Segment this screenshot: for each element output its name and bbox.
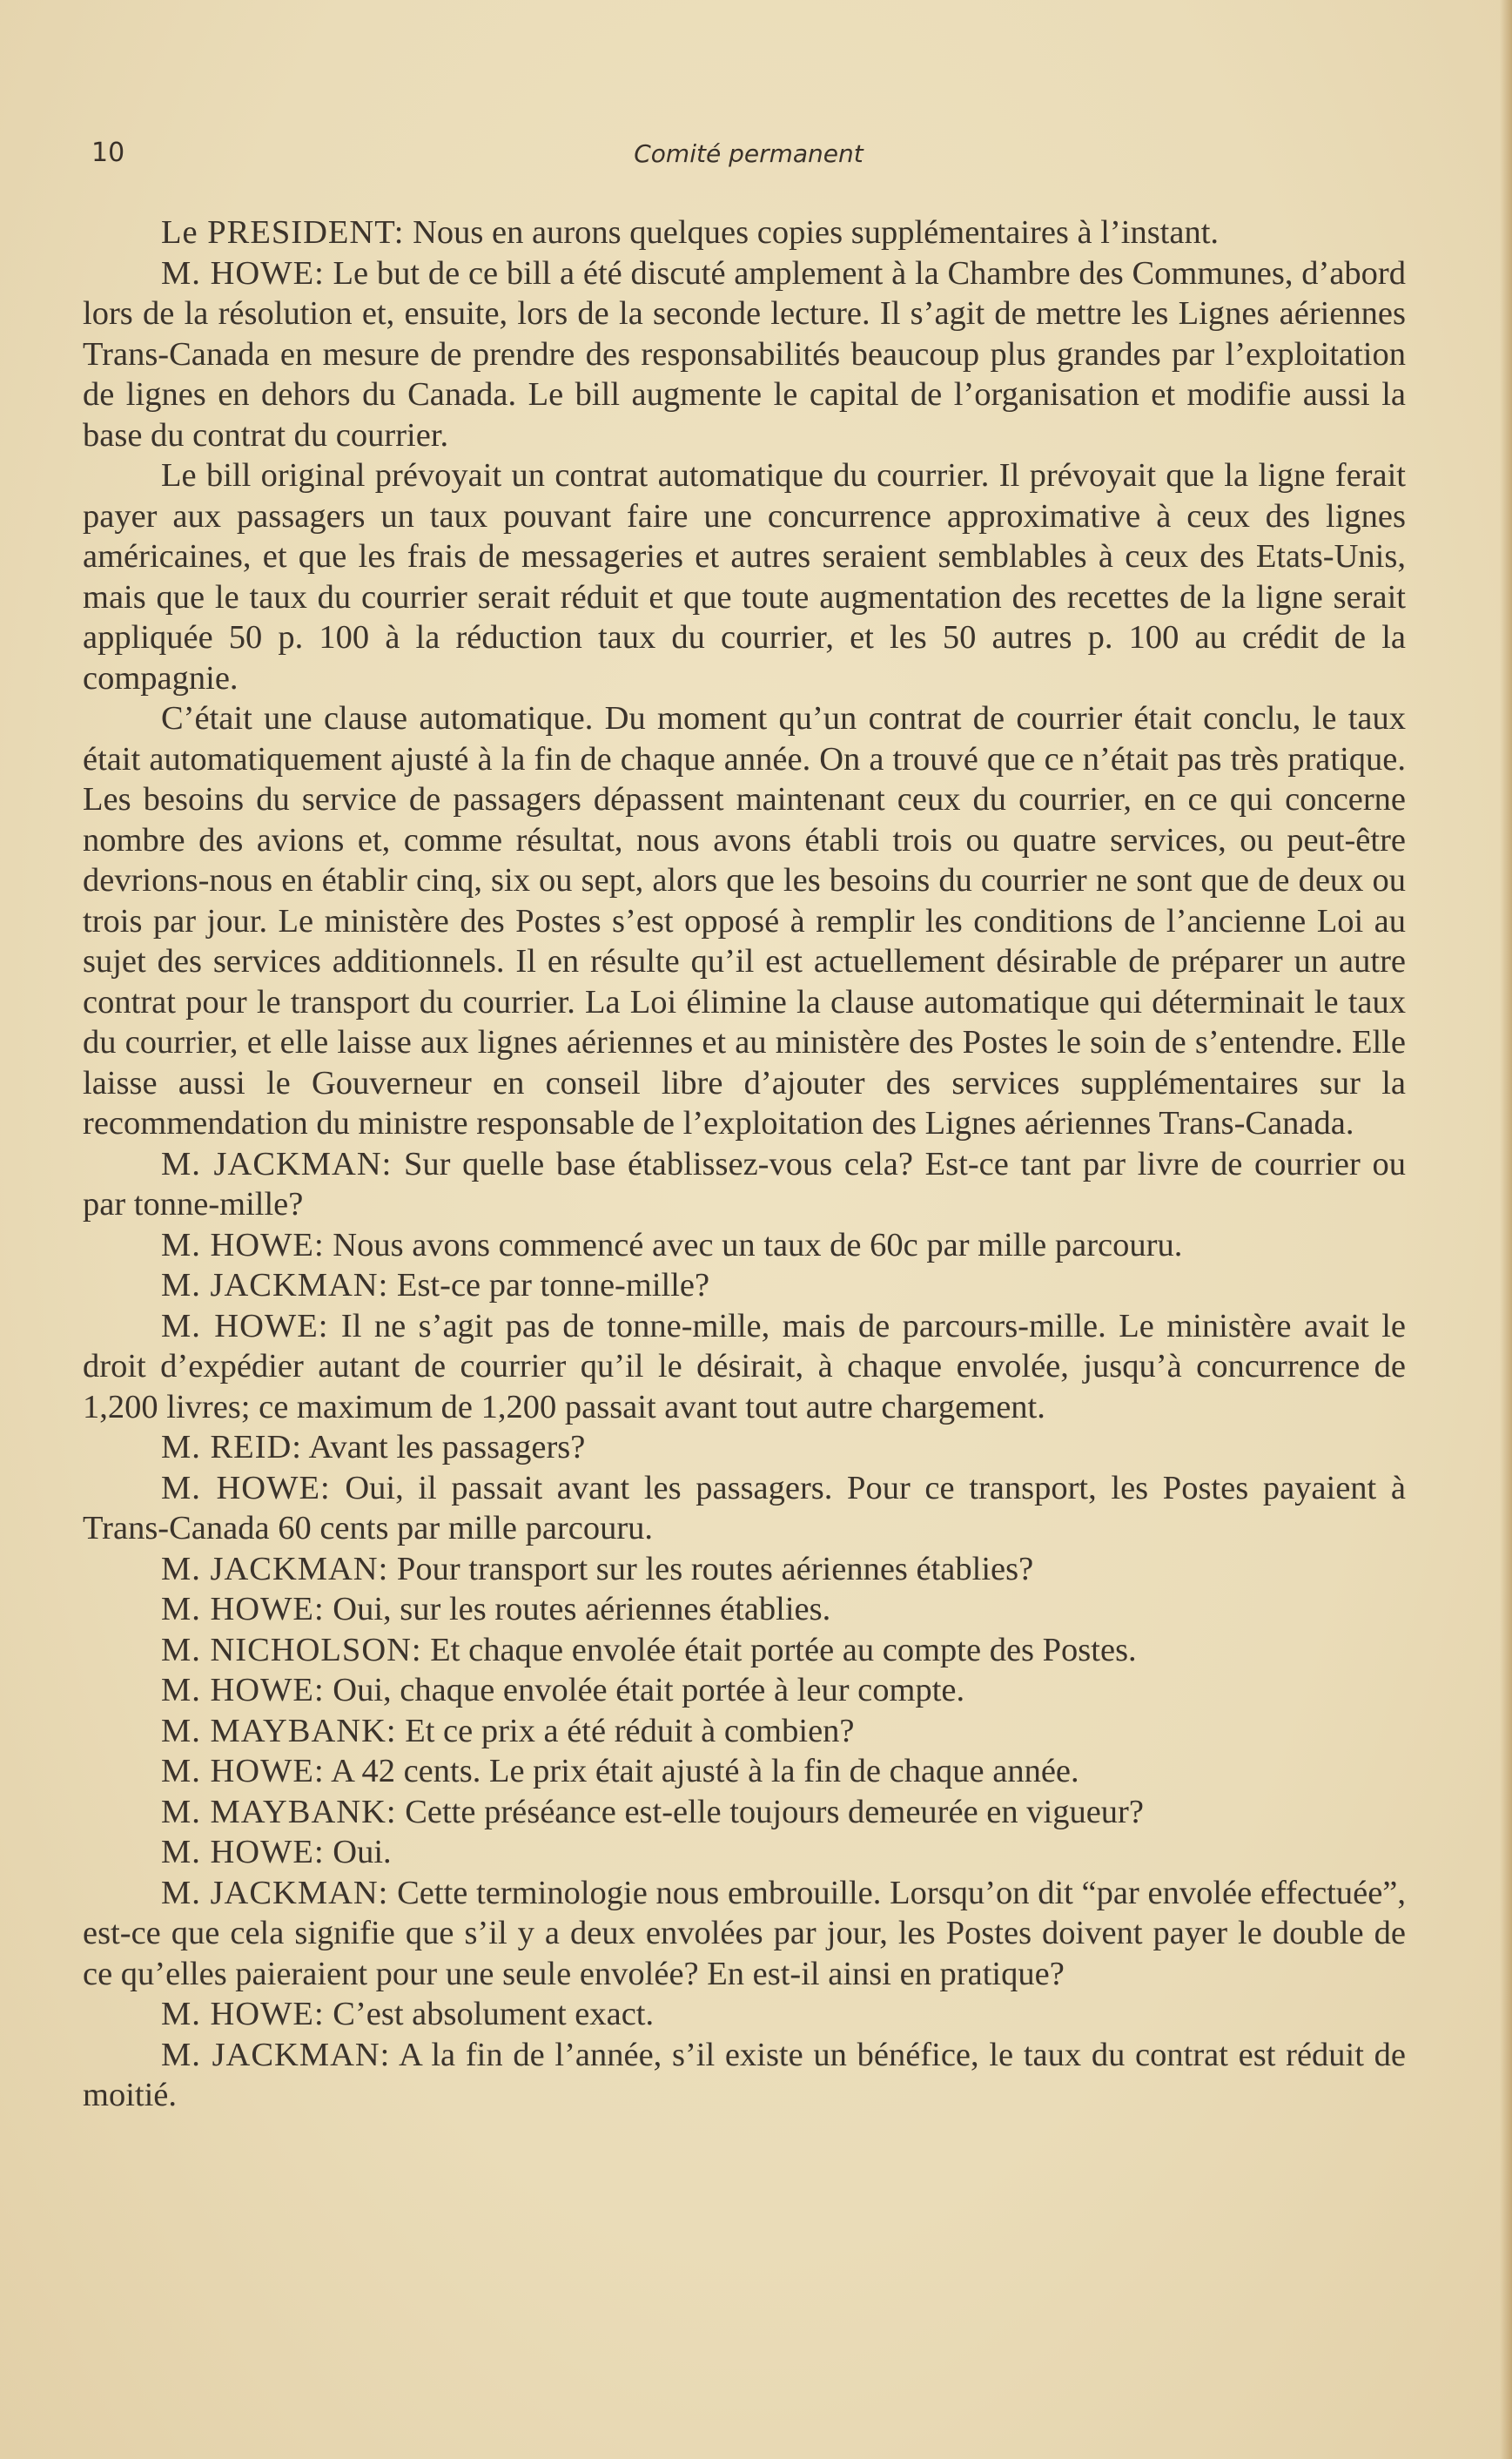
paragraph xyxy=(83,1589,1406,1630)
paragraph xyxy=(83,455,1406,698)
paragraph xyxy=(83,1751,1406,1792)
speaker-name: M. HOWE: xyxy=(161,254,325,292)
paragraph xyxy=(83,1468,1406,1549)
paragraph xyxy=(83,1873,1406,1995)
paragraph-text: Le bill original prévoyait un contrat automatique du courrier. Il prévoyait que la ligne ferait payer aux passagers un taux pouvant faire une concurrence approximative à ceux des lignes américaines, et que les frais de messageries et autres seraient semblables à ceux des Etats-Unis, mais que le taux du courrier serait réduit et que toute augmentation des recettes de la ligne serait appliquée 50 p. 100 à la réduction taux du courrier, et les 50 autres p. 100 au crédit de la compagnie. xyxy=(83,457,1406,697)
speaker-name: M. HOWE: xyxy=(161,1591,325,1627)
page-number: 10 xyxy=(91,138,125,168)
paragraph xyxy=(83,212,1406,253)
paragraph xyxy=(83,1549,1406,1590)
speaker-name: M. JACKMAN: xyxy=(161,1550,389,1587)
paragraph xyxy=(83,1711,1406,1752)
paragraph xyxy=(83,1792,1406,1833)
paragraph-text: Le but de ce bill a été discuté amplement à la Chambre des Communes, d’abord lors de la résolution et, ensuite, lors de la seconde lecture. Il s’agit de mettre les Lignes aériennes Trans-Canada en mesure de prendre des responsabilités beaucoup plus grandes par l’exploitation de lignes en dehors du Canada. Le bill augmente le capital de l’organisation et modifie aussi la base du contrat du courrier. xyxy=(83,254,1406,454)
paragraph xyxy=(83,253,1406,456)
paragraph-text: C’est absolument exact. xyxy=(324,1996,655,2032)
paragraph-text: Oui, chaque envolée était portée à leur compte. xyxy=(324,1672,965,1708)
running-title: Comité permanent xyxy=(634,139,864,168)
paragraph xyxy=(83,1427,1406,1468)
paragraph-text: Nous avons commencé avec un taux de 60c par mille parcouru. xyxy=(324,1226,1183,1263)
speaker-name: M. JACKMAN: xyxy=(161,1145,393,1182)
paragraph xyxy=(83,1994,1406,2035)
paragraph-text: A la fin de l’année, s’il existe un bénéfice, le taux du contrat est réduit de moitié. xyxy=(83,2036,1406,2113)
paragraph-text: Oui, sur les routes aériennes établies. xyxy=(324,1591,831,1627)
speaker-name: M. JACKMAN: xyxy=(161,1874,389,1911)
page-header xyxy=(91,138,1406,172)
speaker-name: M. HOWE: xyxy=(161,1672,325,1708)
speaker-name: M. MAYBANK: xyxy=(161,1712,397,1749)
paragraph-text: A 42 cents. Le prix était ajusté à la fin de chaque année. xyxy=(324,1753,1079,1789)
body-text xyxy=(83,212,1406,2116)
paragraph-text: C’était une clause automatique. Du moment qu’un contrat de courrier était conclu, le taux était automatiquement ajusté à la fin de chaque année. On a trouvé que ce n’était pas très pratique. Les besoins du service de passagers dépassent maintenant ceux du courrier, en ce qui concerne nombre des avions et, comme résultat, nous avons établi trois ou quatre services, ou peut-être devrions-nous en établir cinq, six ou sept, alors que les besoins du courrier ne sont que de deux ou trois par jour. Le ministère des Postes s’est opposé à remplir les conditions de l’ancienne Loi au sujet des services additionnels. Il en résulte qu’il est actuellement désirable de préparer un autre contrat pour le transport du courrier. La Loi élimine la clause automatique qui déterminait le taux du courrier, et elle laisse aux lignes aériennes et au ministère des Postes le soin de s’entendre. Elle laisse aussi le Gouverneur en conseil libre d’ajouter des services supplémentaires sur la recommendation du ministre responsable de l’exploitation des Lignes aériennes Trans-Canada. xyxy=(83,700,1406,1142)
speaker-name: Le PRESIDENT: xyxy=(161,214,405,251)
paragraph xyxy=(83,698,1406,1144)
page-edge-shadow xyxy=(1500,0,1512,2459)
paragraph-text: Cette terminologie nous embrouille. Lorsqu’on dit “par envolée effectuée”, est-ce que cela signifie que s’il y a deux envolées par jour, les Postes doivent payer le double de ce qu’elles paieraient pour une seule envolée? En est-il ainsi en pratique? xyxy=(83,1874,1406,1992)
paragraph xyxy=(83,2035,1406,2116)
paragraph-text: Oui. xyxy=(324,1834,392,1870)
speaker-name: M. HOWE: xyxy=(161,1469,331,1506)
paragraph-text: Avant les passagers? xyxy=(302,1429,586,1465)
paragraph-text: Oui, il passait avant les passagers. Pour ce transport, les Postes payaient à Trans-Canada 60 cents par mille parcouru. xyxy=(83,1469,1406,1546)
paragraph xyxy=(83,1670,1406,1711)
speaker-name: M. MAYBANK: xyxy=(161,1793,397,1830)
paragraph xyxy=(83,1225,1406,1266)
speaker-name: M. HOWE: xyxy=(161,1996,325,2032)
paragraph-text: Il ne s’agit pas de tonne-mille, mais de parcours-mille. Le ministère avait le droit d’expédier autant de courrier qu’il le désirait, à chaque envolée, jusqu’à concurrence de 1,200 livres; ce maximum de 1,200 passait avant tout autre chargement. xyxy=(83,1307,1406,1425)
speaker-name: M. HOWE: xyxy=(161,1226,325,1263)
paragraph xyxy=(83,1630,1406,1671)
paragraph xyxy=(83,1144,1406,1225)
speaker-name: M. NICHOLSON: xyxy=(161,1631,422,1668)
paragraph-text: Et ce prix a été réduit à combien? xyxy=(396,1712,855,1749)
paragraph-text: Cette préséance est-elle toujours demeurée en vigueur? xyxy=(396,1793,1144,1830)
paragraph-text: Est-ce par tonne-mille? xyxy=(388,1267,710,1304)
speaker-name: M. JACKMAN: xyxy=(161,1267,389,1304)
paragraph-text: Pour transport sur les routes aériennes établies? xyxy=(388,1550,1034,1587)
paragraph xyxy=(83,1832,1406,1873)
paragraph-text: Et chaque envolée était portée au compte des Postes. xyxy=(421,1631,1137,1668)
speaker-name: M. REID: xyxy=(161,1429,302,1465)
speaker-name: M. JACKMAN: xyxy=(161,2036,391,2073)
speaker-name: M. HOWE: xyxy=(161,1834,325,1870)
paragraph-text: Nous en aurons quelques copies supplémentaires à l’instant. xyxy=(404,214,1220,251)
paragraph-text: Sur quelle base établissez-vous cela? Est-ce tant par livre de courrier ou par tonne-mille? xyxy=(83,1145,1406,1223)
paragraph xyxy=(83,1265,1406,1306)
speaker-name: M. HOWE: xyxy=(161,1753,325,1789)
speaker-name: M. HOWE: xyxy=(161,1307,329,1344)
paragraph xyxy=(83,1306,1406,1428)
